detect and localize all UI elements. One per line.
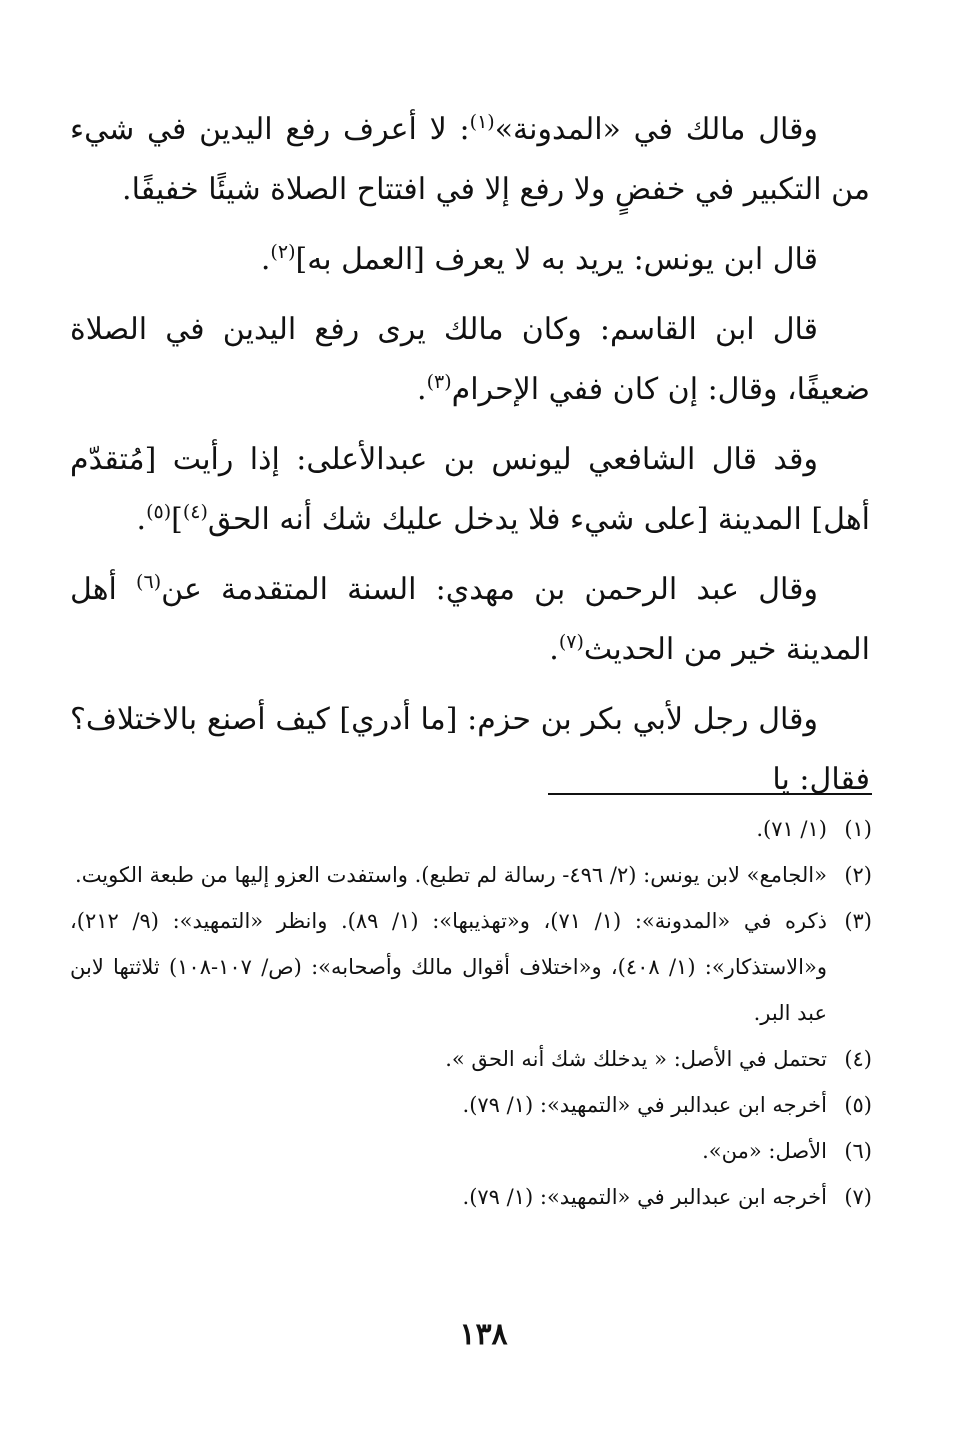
footnote-ref: (٥) [146,501,172,523]
paragraph-text: وقال رجل لأبي بكر بن حزم: [ما أدري] كيف أصنع بالاختلاف؟ فقال: يا [70,702,870,797]
footnote-ref: (٣) [426,371,452,393]
footnote-text: أخرجه ابن عبدالبر في «التمهيد»: (١/ ٧٩). [462,1093,827,1117]
footnote-number: (٤) [844,1047,872,1071]
footnote-3 [70,898,872,1036]
page-number: ١٣٨ [459,1317,508,1352]
paragraph-text: . [260,242,271,277]
paragraph-text: . [549,632,559,667]
footnote-text: (١/ ٧١). [756,817,827,841]
footnotes [70,806,872,1220]
footnote-ref: (٦) [136,571,162,593]
footnote-divider [548,793,872,795]
footnote-ref: (٢) [270,241,296,263]
footnote-text: تحتمل في الأصل: « يدخلك شك أنه الحق ». [445,1047,827,1071]
paragraph-text: وقال عبد الرحمن بن مهدي: السنة المتقدمة عن [161,572,818,607]
paragraph-6 [70,690,870,810]
footnote-text: الأصل: «من». [702,1139,827,1163]
footnote-1 [70,806,872,852]
footnote-2 [70,852,872,898]
footnote-text: ذكره في «المدونة»: (١/ ٧١)، و«تهذيبها»: (١/ ٨٩). وانظر «التمهيد»: (٩/ ٢١٢)، و«الاستذكار»: (١/ ٤٠٨)، و«اختلاف أقوال مالك وأصحابه»: (ص/ ١٠٧-١٠٨) ثلاثتها لابن عبد البر. [70,909,827,1025]
paragraph-text: وقد قال الشافعي ليونس بن عبدالأعلى: إذا رأيت [مُتقدّم أهل] المدينة [على شيء فلا يدخل عليك شك أنه الحق [70,442,870,537]
main-text [70,100,870,820]
paragraph-text: ] [171,502,183,537]
footnote-number: (٢) [844,863,872,887]
paragraph-text: . [136,502,147,537]
paragraph-text: قال ابن القاسم: وكان مالك يرى رفع اليدين في الصلاة ضعيفًا، وقال: إن كان ففي الإحرام [70,312,870,407]
paragraph-5 [70,560,870,680]
footnote-ref: (١) [469,111,495,133]
footnote-number: (٥) [844,1093,872,1117]
paragraph-text: قال ابن يونس: يريد به لا يعرف [العمل به] [295,242,818,277]
paragraph-text: أهل المدينة خير من الحديث [70,572,870,667]
footnote-5 [70,1082,872,1128]
paragraph-text: . [417,372,427,407]
paragraph-2 [70,230,870,290]
footnote-number: (٦) [844,1139,872,1163]
footnote-ref: (٧) [558,631,584,653]
footnote-text: أخرجه ابن عبدالبر في «التمهيد»: (١/ ٧٩). [462,1185,827,1209]
footnote-7 [70,1174,872,1220]
footnote-number: (١) [844,817,872,841]
paragraph-3 [70,300,870,420]
footnote-number: (٧) [844,1185,872,1209]
footnote-4 [70,1036,872,1082]
paragraph-1 [70,100,870,220]
paragraph-text: وقال مالك في «المدونة» [494,112,818,147]
footnote-number: (٣) [844,909,872,933]
paragraph-4 [70,430,870,550]
footnote-text: «الجامع» لابن يونس: (٢/ ٤٩٦- رسالة لم تطبع). واستفدت العزو إليها من طبعة الكويت. [75,863,827,887]
footnote-6 [70,1128,872,1174]
footnote-ref: (٤) [182,501,208,523]
paragraph-text: : لا أعرف رفع اليدين في شيء من التكبير في خفضٍ ولا رفع إلا في افتتاح الصلاة شيئًا خفيفًا. [70,112,870,207]
